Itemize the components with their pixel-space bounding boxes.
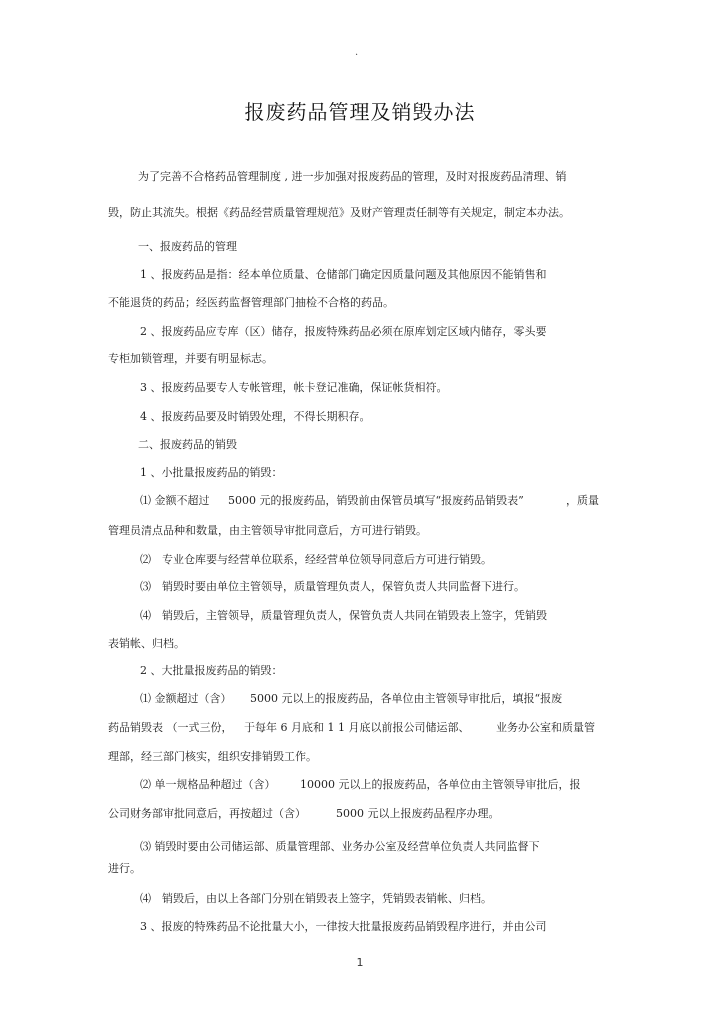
paragraph-line: 表销帐、归档。: [108, 637, 185, 650]
paragraph-line: ⑷ 销毁后，由以上各部门分别在销毁表上签字，凭销毁表销帐、归档。: [140, 892, 492, 905]
paragraph-line: 管理员清点品种和数量，由主管领导审批同意后，方可进行销毁。: [108, 524, 427, 537]
paragraph-line-part: ⑴ 金额超过（含）: [140, 692, 232, 705]
paragraph-line-part: ⑴ 金额不超过: [140, 494, 210, 507]
paragraph-line: ⑶ 销毁时要由单位主管领导，质量管理负责人，保管负责人共同监督下进行。: [140, 580, 525, 593]
paragraph-line-part: 10000 元以上的报废药品，各单位由主管领导审批后，报: [300, 778, 581, 791]
page-number: 1: [356, 956, 364, 969]
paragraph-line: 1 、小批量报废药品的销毁：: [140, 466, 283, 479]
paragraph-line: 1 、报废药品是指：经本单位质量、仓储部门确定因质量问题及其他原因不能销售和: [140, 268, 547, 281]
paragraph-line: 不能退货的药品；经医药监督管理部门抽检不合格的药品。: [108, 296, 394, 309]
paragraph-line-part: 5000 元的报废药品，销毁前由保管员填写“报废药品销毁表”: [228, 494, 524, 507]
paragraph-line: 2 、大批量报废药品的销毁：: [140, 664, 283, 677]
paragraph-line-part: 公司财务部审批同意后，再按超过（含）: [108, 807, 306, 820]
paragraph-line: ⑵ 专业仓库要与经营单位联系，经经营单位领导同意后方可进行销毁。: [140, 553, 492, 566]
top-mark: ·: [355, 50, 359, 61]
paragraph-line: 2 、报废药品应专库（区）储存，报废特殊药品必须在原库划定区域内储存，零头要: [140, 325, 547, 338]
paragraph-line-part: 5000 元以上报废药品程序办理。: [336, 807, 500, 820]
paragraph-line: 4 、报废药品要及时销毁处理，不得长期积存。: [140, 410, 371, 423]
paragraph-line: 理部，经三部门核实，组织安排销毁工作。: [108, 750, 317, 763]
paragraph-line-part: 药品销毁表 （一式三份，: [108, 721, 233, 734]
section-heading: 一、报废药品的管理: [138, 240, 237, 253]
paragraph-line: 专柜加锁管理，并要有明显标志。: [108, 352, 273, 365]
paragraph-line: 3 、报废药品要专人专帐管理，帐卡登记准确，保证帐货相符。: [140, 381, 448, 394]
document-title: 报废药品管理及销毁办法: [244, 100, 476, 124]
paragraph-line: 为了完善不合格药品管理制度 , 进一步加强对报废药品的管理，及时对报废药品清理、销: [138, 170, 567, 183]
paragraph-line-part: 业务办公室和质量管: [496, 721, 595, 734]
paragraph-line: 进行。: [108, 862, 141, 875]
paragraph-line: ⑶ 销毁时要由公司储运部、质量管理部、业务办公室及经营单位负责人共同监督下: [140, 840, 540, 853]
paragraph-line-part: 于每年 6 月底和 1 1 月底以前报公司储运部、: [244, 721, 470, 734]
paragraph-line: 3 、报废的特殊药品不论批量大小，一律按大批量报废药品销毁程序进行，并由公司: [140, 920, 547, 933]
paragraph-line-part: 5000 元以上的报废药品，各单位由主管领导审批后，填报“报废: [250, 692, 563, 705]
paragraph-line: 毁，防止其流失。根据《药品经营质量管理规范》及财产管理责任制等有关规定，制定本办法。: [108, 206, 570, 219]
paragraph-line-part: ，质量: [566, 494, 599, 507]
paragraph-line-part: ⑵ 单一规格品种超过（含）: [140, 778, 276, 791]
section-heading: 二、报废药品的销毁: [138, 438, 237, 451]
paragraph-line: ⑷ 销毁后，主管领导，质量管理负责人，保管负责人共同在销毁表上签字，凭销毁: [140, 609, 547, 622]
